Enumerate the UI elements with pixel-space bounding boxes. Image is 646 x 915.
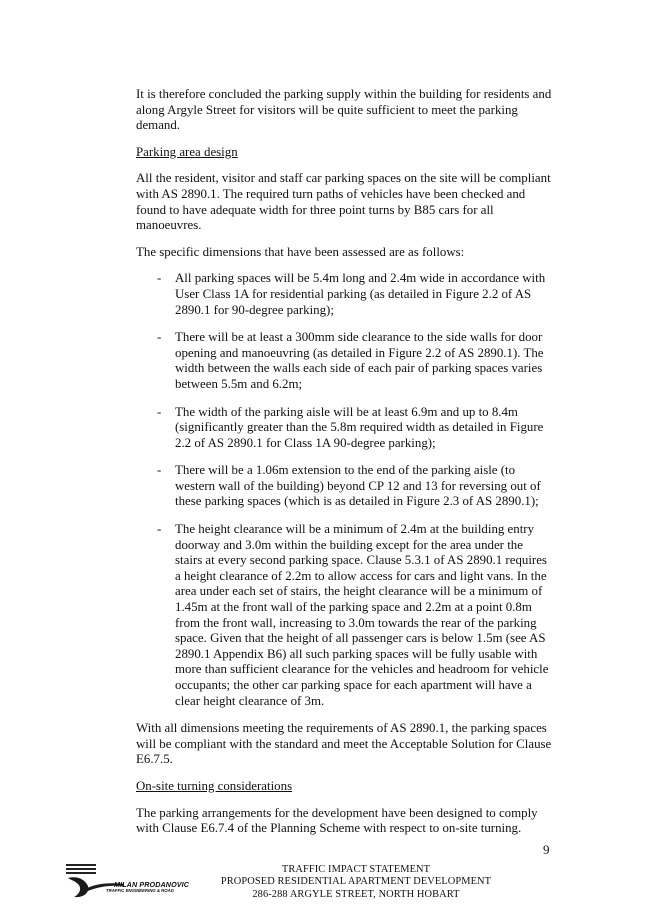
paragraph-conclusion: It is therefore concluded the parking supply within the building for residents and along Argyle Street for visitors will be quite sufficient to meet the parking demand. [136,87,552,133]
logo-subtitle: TRAFFIC ENGINEERING & ROAD [106,888,174,893]
list-item [136,271,552,318]
paragraph-summary: With all dimensions meeting the requirements of AS 2890.1, the parking spaces will be compliant with the standard and meet the Acceptable Solution for Clause E6.7.5. [136,721,552,767]
logo-name: MILAN PRODANOVIC [114,880,190,889]
footer-line-address: 286-288 ARGYLE STREET, NORTH HOBART [252,888,460,900]
footer-line-project: PROPOSED RESIDENTIAL APARTMENT DEVELOPMENT [220,876,492,888]
section-heading-parking-area-design: Parking area design [136,144,238,159]
bullet-dash: - [157,330,162,345]
section-heading-on-site-turning: On-site turning considerations [136,778,293,793]
list-item-text: The width of the parking aisle will be at least 6.9m and up to 8.4m (significantly greater than the 5.8m required width as detailed in Figure 2.2 of AS 2890.1 for Class 1A 90-degree parking); [175,404,544,450]
list-item-text: All parking spaces will be 5.4m long and 2.4m wide in accordance with User Class 1A for residential parking (as detailed in Figure 2.2 of AS 2890.1 for 90-degree parking); [175,271,546,317]
list-item [136,522,552,709]
list-item [136,330,552,392]
page-number: 9 [543,842,550,857]
bullet-dash: - [157,522,162,537]
list-item-text: There will be a 1.06m extension to the end of the parking aisle (to western wall of the building) beyond CP 12 and 13 for reversing out of these parking spaces (which is as detailed in Figure 2.3 of AS 2890.1); [175,463,541,509]
list-item [136,405,552,452]
paragraph-dimensions-intro: The specific dimensions that have been assessed are as follows: [136,244,465,259]
body-text [136,87,552,848]
paragraph-turning: The parking arrangements for the development have been designed to comply with Clause E6.7.4 of the Planning Scheme with respect to on-site turning. [136,805,538,836]
footer-text [206,864,506,901]
dimensions-list [136,271,552,709]
footer-line-title: TRAFFIC IMPACT STATEMENT [281,864,431,875]
company-logo [66,864,191,904]
list-item-text: The height clearance will be a minimum of 2.4m at the building entry doorway and 3.0m within the building except for the area under the stairs at every second parking space. Clause 5.3.1 of AS 2890.1 requires a height clearance of 2.2m to allow access for cars and light vans. In the area under each set of stairs, the height clearance will be a minimum of 1.45m at the front wall of the parking space and 2.2m at a point 0.8m from the front wall, increasing to 3.0m towards the rear of the parking space. Given that the height of all passenger cars is below 1.5m (see AS 2890.1 Appendix B6) all such parking spaces will be fully usable with more than sufficient clearance for the vehicles and headroom for vehicle occupants; the other car parking space for each apartment will have a clear height clearance of 3m. [175,522,549,708]
bullet-dash: - [157,404,162,419]
bullet-dash: - [157,463,162,478]
list-item [136,463,552,510]
bullet-dash: - [157,271,162,286]
list-item-text: There will be at least a 300mm side clearance to the side walls for door opening and manoeuvring (as detailed in Figure 2.2 of AS 2890.1). The width between the walls each side of each pair of parking spaces varies between 5.5m and 6.2m; [175,330,544,391]
paragraph-compliance: All the resident, visitor and staff car parking spaces on the site will be compliant with AS 2890.1. The required turn paths of vehicles have been checked and found to have adequate width for three point turns by B85 cars for all manoeuvres. [136,171,551,233]
